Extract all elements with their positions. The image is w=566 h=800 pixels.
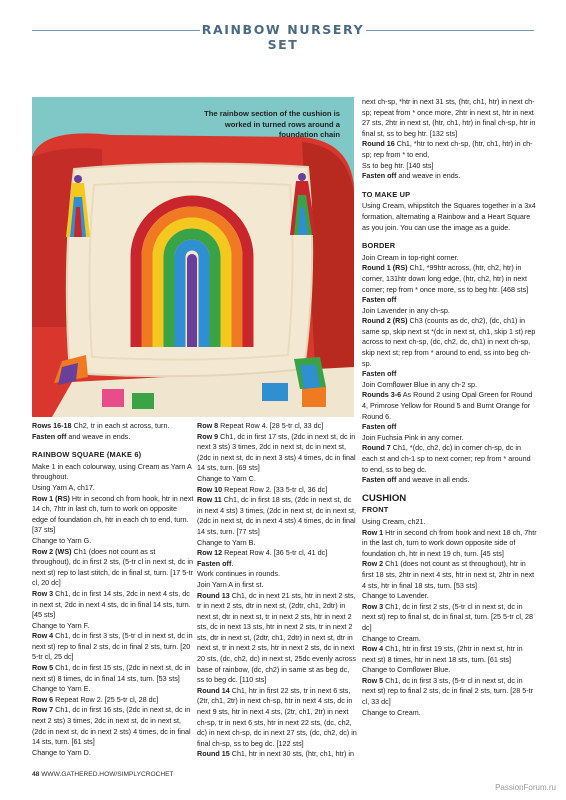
- fasten-off-text: .: [231, 558, 234, 568]
- row-10-text: Repeat Row 2. [33 5-tr cl, 36 dc]: [222, 484, 328, 494]
- row-7-text: Ch1, dc in first 16 sts, (2dc in next st, dc in next 2 sts) 3 times, 2dc in next st, dc in next st, (2dc in next st, dc in next 2 sts) 4 times, dc in final 14 sts, turn. [61 sts]: [32, 705, 191, 747]
- round-15: [197, 749, 357, 760]
- front-using: Using Cream, ch21.: [362, 516, 426, 526]
- fasten-off-label: Fasten off: [32, 431, 67, 441]
- row-4-text: Ch1, dc in first 3 sts, (5-tr cl in next st, dc in next st) rep to final 2 sts, dc in final 2 sts, turn. [20 5-tr cl, 25 dc]: [32, 631, 193, 662]
- front-row-2-change: Change to Lavender.: [362, 591, 429, 601]
- footer-site[interactable]: WWW.GATHERED.HOW/SIMPLYCROCHET: [41, 771, 174, 778]
- row-4-label: Row 4: [32, 631, 54, 641]
- row-9: [197, 432, 357, 474]
- photo-caption: The rainbow section of the cushion is worked in turned rows around a foundation chain: [204, 109, 340, 139]
- header-rule-left: [32, 30, 200, 31]
- row-11-change: Change to Yarn B.: [197, 537, 256, 547]
- row-2: [32, 547, 194, 589]
- front-row-2-text: Ch1 (does not count as st throughout), htr in first 18 sts, 2htr in next 4 sts, htr in next st, 2htr in next 4 sts, htr in final 18 sts, turn. [53 sts]: [362, 559, 535, 590]
- front-row-2: [362, 559, 537, 591]
- round-14-text: Ch1, htr in first 22 sts, tr in next 6 sts, (2tr, ch1, 2tr) in next ch-sp, htr in next 4 sts, dc in next 9 sts, htr in next 4 sts, (2tr, ch1, 2tr) in next ch-sp, tr in next 6 sts, htr in next 22 sts, (dc, ch2, dc) in next ch-sp, dc in next 27 sts, (dc, ch2, dc) in final ch-sp, ss to beg dc. [122 sts]: [197, 685, 357, 748]
- row-5-label: Row 5: [32, 663, 54, 673]
- row-11: [197, 495, 357, 537]
- border-round-2: [362, 316, 537, 369]
- border-join-lavender: Join Lavender in any ch-sp.: [362, 305, 450, 315]
- row-1-change: Change to Yarn G.: [32, 535, 92, 545]
- rows-16-18: [32, 421, 194, 432]
- fasten-off-1: [32, 432, 194, 443]
- border-join-cornflower: Join Cornflower Blue in any ch-2 sp.: [362, 379, 478, 389]
- front-row-1-label: Row 1: [362, 527, 384, 537]
- rainbow-square-intro: Make 1 in each colourway, using Cream as Yarn A throughout.: [32, 461, 192, 482]
- fasten-off-label: Fasten off: [362, 475, 397, 485]
- row-5-change: Change to Yarn E.: [32, 684, 91, 694]
- row-6-label: Row 6: [32, 694, 54, 704]
- row-10-label: Row 10: [197, 484, 223, 494]
- front-row-4-text: Ch1, htr in first 19 sts, (2htr in next st, htr in next st) 8 times, htr in next 18 sts, turn. [61 sts]: [362, 644, 523, 664]
- row-5-text: Ch1, dc in first 15 sts, (2dc in next st, dc in next st) 8 times, dc in final 14 sts, turn. [53 sts]: [32, 663, 191, 683]
- border-round-2-text: Ch3 (counts as dc, ch2), (dc, ch1) in same sp, skip next st *(dc in next st, ch1, skip 1 st) rep across to next ch-sp, (dc, ch2, dc, ch1) in next ch-sp, skip next st; rep from * around to end, ss into beg ch-sp.: [362, 316, 536, 368]
- border-fasten-2: Fasten off: [362, 369, 397, 379]
- border-round-7-text: Ch1, *(dc, ch2, dc) in corner ch-sp, dc in each st and ch-1 sp to next corner; rep from * around to end, ss to beg dc.: [362, 443, 531, 474]
- rows-16-18-text: Ch2, tr in each st across, turn.: [73, 421, 170, 430]
- front-row-2-label: Row 2: [362, 559, 384, 569]
- round-15-cont: next ch-sp, *htr in next 31 sts, (htr, ch1, htr) in next ch-sp; repeat from * once more, 2htr in next st, htr in next 27 sts, 2htr in next st, (htr, ch1, htr) in final ch-sp, htr in final st, ss to beg htr. [132 sts]: [362, 97, 536, 138]
- cushion-heading: CUSHION: [362, 492, 407, 504]
- border-round-1: [362, 263, 537, 295]
- border-rounds-3-6-label: Rounds 3-6: [362, 390, 402, 400]
- page-header: [0, 20, 566, 52]
- row-6-text: Repeat Row 2. [25 5-tr cl, 28 dc]: [53, 694, 159, 704]
- round-13: [197, 591, 357, 686]
- border-round-7-label: Round 7: [362, 443, 391, 453]
- page-footer: [32, 771, 174, 778]
- fasten-off-text: and weave in all ends.: [396, 475, 470, 485]
- fasten-off-label: Fasten off: [197, 558, 232, 568]
- round-16-label: Round 16: [362, 139, 395, 149]
- front-row-5-change: Change to Cream.: [362, 707, 421, 717]
- front-row-3-text: Ch1, dc in first 2 sts, (5-tr cl in next st, dc in next st) rep to final st, dc in final st, turn. [25 5-tr cl, 28 dc]: [362, 601, 533, 632]
- front-row-1: [362, 528, 537, 560]
- round-15-label: Round 15: [197, 749, 230, 759]
- border-fasten-all: [362, 475, 537, 486]
- row-12-label: Row 12: [197, 548, 223, 558]
- join-yarn-a: Join Yarn A in first st.: [197, 579, 264, 589]
- front-row-5-text: Ch1, dc in first 3 sts, (5-tr cl in next st, dc in next st) rep to final 2 sts, dc in final 2 sts, turn. [28 5-tr cl, 33 dc]: [362, 675, 533, 707]
- header-rule-right: [366, 30, 534, 31]
- front-row-3: [362, 602, 537, 634]
- rows-16-18-label: Rows 16-18: [32, 421, 72, 430]
- front-row-1-text: Htr in second ch from hook and next 18 ch, 7htr in the last ch, turn to work down opposite side of foundation ch, htr in next 19 ch, turn. [45 sts]: [362, 527, 537, 558]
- front-row-5: [362, 676, 537, 708]
- row-4: [32, 631, 194, 663]
- row-8: [197, 421, 357, 432]
- border-join-fuchsia: Join Fuchsia Pink in any corner.: [362, 432, 464, 442]
- row-11-label: Row 11: [197, 495, 222, 505]
- column-left: [32, 421, 194, 758]
- page-title: RAINBOW NURSERY SET: [201, 22, 365, 52]
- fasten-off-2: [197, 559, 357, 570]
- border-round-7: [362, 443, 537, 475]
- front-heading: FRONT: [362, 505, 389, 515]
- border-rounds-3-6: [362, 390, 537, 422]
- round-14: [197, 686, 357, 750]
- front-row-3-label: Row 3: [362, 601, 384, 611]
- row-7: [32, 705, 194, 747]
- work-continues: Work continues in rounds.: [197, 569, 280, 579]
- fasten-off-text: and weave in ends.: [66, 431, 131, 441]
- border-fasten-3: Fasten off: [362, 422, 397, 432]
- row-7-label: Row 7: [32, 705, 54, 715]
- row-3-text: Ch1, dc in first 14 sts, 2dc in next 4 sts, dc in next st, 2dc in next 4 sts, dc in final 14 sts, turn. [45 sts]: [32, 588, 191, 620]
- row-7-change: Change to Yarn D.: [32, 747, 91, 757]
- column-middle: [197, 421, 357, 760]
- cushion-illustration: [32, 97, 354, 417]
- border-fasten-1: Fasten off: [362, 295, 397, 305]
- row-9-label: Row 9: [197, 431, 219, 441]
- column-right: [362, 97, 537, 718]
- row-12: [197, 548, 357, 559]
- make-up-heading: TO MAKE UP: [362, 189, 411, 199]
- border-heading: BORDER: [362, 241, 396, 251]
- row-12-text: Repeat Row 4. [36 5-tr cl, 41 dc]: [222, 548, 328, 558]
- row-3-label: Row 3: [32, 588, 54, 598]
- front-row-3-change: Change to Cream.: [362, 633, 421, 643]
- row-11-text: Ch1, dc in first 18 sts, (2dc in next st, dc in next 4 sts) 3 times, (2dc in next st, dc in next st, (2dc in next st, dc in next 4 sts) 4 times, dc in final 14 sts, turn. [77 sts]: [197, 495, 356, 536]
- rainbow-square-using: Using Yarn A, ch17.: [32, 482, 95, 492]
- fasten-off-label: Fasten off: [362, 171, 397, 181]
- row-2-label: Row 2 (WS): [32, 546, 72, 556]
- round-16-b: Ss to beg htr. [140 sts]: [362, 160, 434, 170]
- row-2-text: Ch1 (does not count as st throughout), dc in first 2 sts, (5-tr cl in next st, dc in next st) rep to last stitch, dc in final st, turn. [17 5-tr cl, 20 dc]: [32, 546, 193, 588]
- row-3-change: Change to Yarn F.: [32, 620, 90, 630]
- row-9-text: Ch1, dc in first 17 sts, (2dc in next st, dc in next 3 sts) 3 times, 2dc in next st, dc in next st, (2dc in next st, dc in next 3 sts) 4 times, dc in final 14 sts, turn. [69 sts]: [197, 431, 356, 473]
- front-row-4-label: Row 4: [362, 644, 384, 654]
- border-round-2-label: Round 2 (RS): [362, 316, 408, 326]
- border-round-1-label: Round 1 (RS): [362, 263, 408, 273]
- row-8-label: Row 8: [197, 421, 219, 430]
- watermark: PassionForum.ru: [495, 783, 556, 792]
- page-number: 48: [32, 771, 40, 778]
- rainbow-square-heading: RAINBOW SQUARE (MAKE 6): [32, 450, 142, 460]
- border-join: Join Cream in top-right corner.: [362, 252, 459, 262]
- cushion-photo: [32, 97, 354, 417]
- make-up-text: Using Cream, whipstitch the Squares together in a 3x4 formation, alternating a Rainbow and a Heart Square as you join. You can use the image as a guide.: [362, 201, 536, 232]
- round-14-label: Round 14: [197, 685, 230, 695]
- round-15-text: Ch1, htr in next 30 sts, (htr, ch1, htr) in: [229, 749, 354, 759]
- border-rounds-3-6-text: As Round 2 using Opal Green for Round 4, Primrose Yellow for Round 5 and Burnt Orange for Round 6.: [362, 390, 533, 421]
- border-round-1-text: Ch1, *99htr across, (htr, ch2, htr) in corner, 131htr down long edge, (htr, ch2, htr) in next corner; rep from * once more, ss to beg htr. [468 sts]: [362, 263, 529, 294]
- row-1-label: Row 1 (RS): [32, 493, 70, 503]
- row-1: [32, 494, 194, 536]
- row-8-text: Repeat Row 4. [28 5-tr cl, 33 dc]: [218, 421, 324, 430]
- row-10: [197, 485, 357, 496]
- row-5: [32, 663, 194, 684]
- front-row-5-label: Row 5: [362, 675, 384, 685]
- round-16: [362, 139, 537, 160]
- round-13-label: Round 13: [197, 590, 230, 600]
- front-row-4-change: Change to Cornflower Blue.: [362, 665, 451, 675]
- round-13-text: Ch1, dc in next 21 sts, htr in next 2 sts, tr in next 2 sts, dtr in next st, (2dtr, ch1, 2dtr) in next st, dtr in next st, tr in next 2 sts, htr in next 2 sts, dc in next 13 sts, htr in next 2 sts, tr in next 2 sts, dtr in next st, (2dtr, ch1, 2dtr) in next st, dtr in next st, tr in next 2 sts, htr in next 2 sts, dc in next 20 sts, (dc, ch2, dc) in next st, 25dc evenly across base of rainbow, (dc, ch2) in same st as beg dc, ss to beg dc. [110 sts]: [197, 590, 356, 685]
- row-3: [32, 589, 194, 621]
- row-1-text: Htr in second ch from hook, htr in next 14 ch, 7htr in last ch, turn to work on opposite edge of foundation ch, htr in each ch to end, turn. [37 sts]: [32, 493, 194, 535]
- fasten-off-3: [362, 171, 537, 182]
- front-row-4: [362, 644, 537, 665]
- round-16-text: Ch1, *htr to next ch-sp, (htr, ch1, htr) in ch-sp; rep from * to end,: [362, 139, 533, 159]
- fasten-off-text: and weave in ends.: [396, 171, 461, 181]
- row-9-change: Change to Yarn C.: [197, 473, 256, 483]
- row-6: [32, 695, 194, 706]
